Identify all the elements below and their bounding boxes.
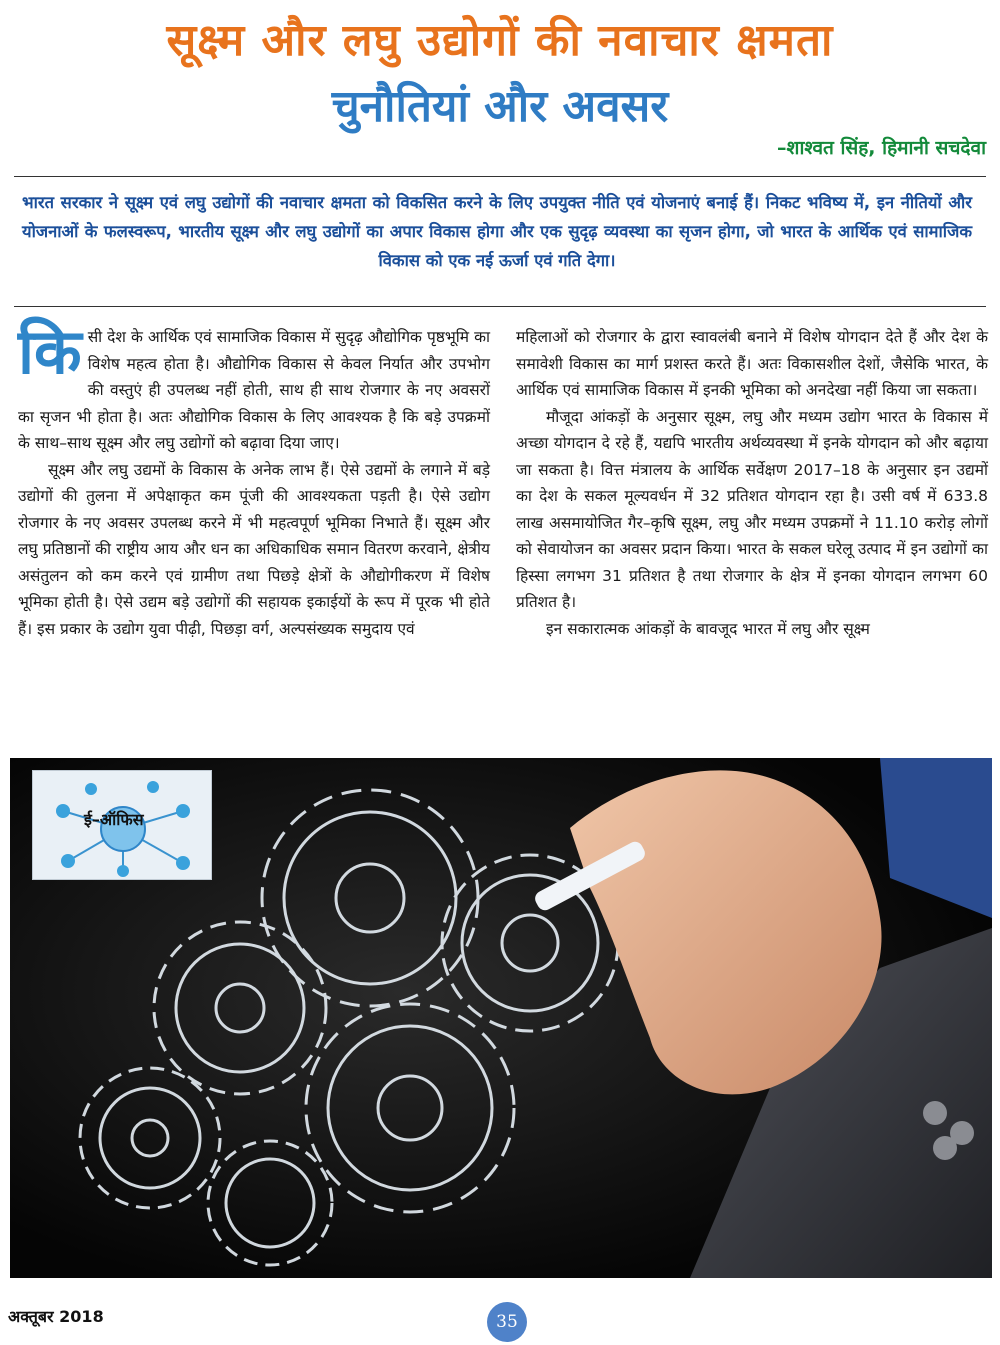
right-column bbox=[516, 324, 988, 642]
e-office-label: ई–ऑफिस bbox=[84, 810, 144, 829]
bottom-divider bbox=[14, 306, 986, 307]
intro-summary: भारत सरकार ने सूक्ष्म एवं लघु उद्योगों की नवाचार क्षमता को विकसित करने के लिए उपयुक्त नीति एवं योजनाएं बनाई हैं। निकट भविष्य में, इन नीतियों और योजनाओं के फलस्वरूप, भारतीय सूक्ष्म और लघु उद्योगों का अपार विकास होगा और एक सुदृढ़ व्यवस्था का सृजन होगा, जो भारत के आर्थिक एवं सामाजिक विकास को एक नई ऊर्जा एवं गति देगा। bbox=[22, 193, 972, 270]
page-number: 35 bbox=[487, 1302, 527, 1342]
article-authors: –शाश्वत सिंह, हिमानी सचदेवा bbox=[777, 137, 986, 159]
article-title-line2: चुनौतियां और अवसर bbox=[331, 81, 669, 132]
top-divider bbox=[14, 176, 986, 177]
right-paragraph-2: मौजूदा आंकड़ों के अनुसार सूक्ष्म, लघु और मध्यम उद्योग भारत के विकास में अच्छा योगदान दे रहे हैं, यद्यपि भारतीय अर्थव्यवस्था में इनके योगदान को और बढ़ाया जा सकता है। वित्त मंत्रालय के आर्थिक सर्वेक्षण 2017–18 के अनुसार इन उद्यमों का देश के सकल मूल्यवर्धन में 32 प्रतिशत योगदान रहा है। उसी वर्ष में 633.8 लाख असमायोजित गैर–कृषि सूक्ष्म, लघु और मध्यम उपक्रमों ने 11.10 करोड़ लोगों को सेवायोजन का अवसर प्रदान किया। भारत के सकल घरेलू उत्पाद में इन उद्योगों का हिस्सा लगभग 31 प्रतिशत है तथा रोजगार के क्षेत्र में इनका योगदान लगभग 60 प्रतिशत है। bbox=[516, 407, 988, 611]
drop-cap: कि bbox=[18, 315, 82, 388]
left-column bbox=[18, 315, 490, 642]
left-paragraph-1: किसी देश के आर्थिक एवं सामाजिक विकास में सुदृढ़ औद्योगिक पृष्ठभूमि का विशेष महत्व होता है। औद्योगिक विकास से केवल निर्यात और उपभोग की वस्तुएं ही उपलब्ध नहीं होती, साथ ही साथ रोजगार के नए अवसरों का सृजन भी होता है। अतः औद्योगिक विकास के लिए आवश्यक है कि बड़े उपक्रमों के साथ–साथ सूक्ष्म और लघु उद्योगों को बढ़ावा दिया जाए। bbox=[18, 315, 490, 452]
right-paragraph-3: इन सकारात्मक आंकड़ों के बावजूद भारत में लघु और सूक्ष्म bbox=[546, 619, 870, 638]
article-title-line1: सूक्ष्म और लघु उद्योगों की नवाचार क्षमता bbox=[166, 15, 834, 66]
issue-month: अक्तूबर 2018 bbox=[8, 1307, 104, 1326]
right-paragraph-1: महिलाओं को रोजगार के द्वारा स्वावलंबी बनाने में विशेष योगदान देते हैं और देश के समावेशी विकास का मार्ग प्रशस्त करते हैं। अतः विकासशील देशों, जैसेकि भारत, के आर्थिक एवं सामाजिक विकास में इनकी भूमिका को अनदेखा नहीं किया जा सकता। bbox=[516, 328, 988, 399]
left-paragraph-2: सूक्ष्म और लघु उद्यमों के विकास के अनेक लाभ हैं। ऐसे उद्यमों के लगाने में बड़े उद्योगों की तुलना में अपेक्षाकृत कम पूंजी की आवश्यकता पड़ती है। ऐसे उद्योग रोजगार के नए अवसर उपलब्ध करने में भी महत्वपूर्ण भूमिका निभाते हैं। सूक्ष्म और लघु प्रतिष्ठानों की राष्ट्रीय आय और धन का अधिकाधिक समान वितरण करवाने, क्षेत्रीय असंतुलन को कम करने एवं ग्रामीण तथा पिछड़े क्षेत्रों के औद्योगीकरण में विशेष भूमिका होती है। ऐसे उद्यम बड़े उद्योगों की सहायक इकाईयों के रूप में पूरक भी होते हैं। इस प्रकार के उद्योग युवा पीढ़ी, पिछड़ा वर्ग, अल्पसंख्यक समुदाय एवं bbox=[18, 460, 490, 638]
